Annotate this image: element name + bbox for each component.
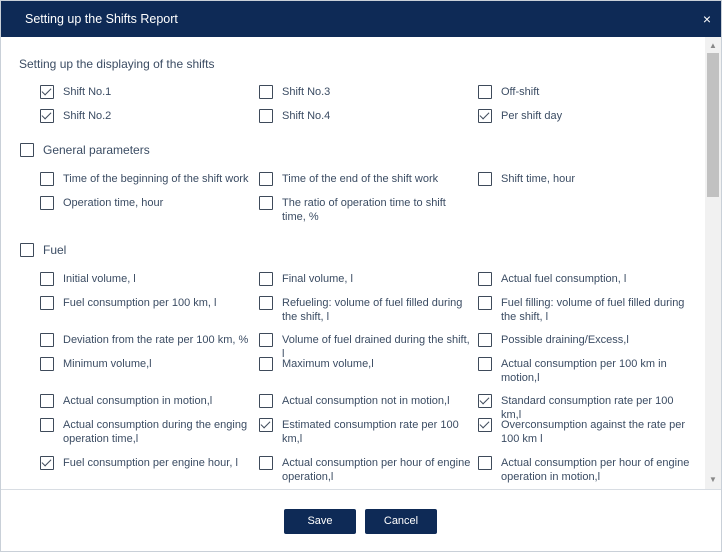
checkbox-box[interactable] <box>478 456 492 470</box>
checkbox-label: Initial volume, l <box>63 273 136 285</box>
checkbox-box[interactable] <box>40 272 54 286</box>
checkbox-shift-2[interactable] <box>40 109 252 123</box>
checkbox-box[interactable] <box>478 172 492 186</box>
checkbox-label: Operation time, hour <box>63 197 164 209</box>
checkbox-label: Refueling: volume of fuel filled during the shift, l <box>282 297 463 323</box>
checkbox-label: Shift No.1 <box>63 86 112 98</box>
checkbox-label: The ratio of operation time to shift time, % <box>282 197 446 223</box>
checkbox-box[interactable] <box>40 296 54 310</box>
checkbox-fuel-per-hour-operation[interactable] <box>259 456 471 484</box>
checkbox-box[interactable] <box>40 333 54 347</box>
checkbox-box[interactable] <box>478 296 492 310</box>
checkbox-fuel-possible-draining[interactable] <box>478 333 690 347</box>
checkbox-label: Actual fuel consumption, l <box>501 273 627 285</box>
checkbox-label: Standard consumption rate per 100 km,l <box>501 395 674 421</box>
vertical-scrollbar[interactable] <box>705 37 721 489</box>
checkbox-shift-time[interactable] <box>478 172 690 186</box>
checkbox-label: Minimum volume,l <box>63 358 152 370</box>
checkbox-label: Actual consumption per hour of engine operation in motion,l <box>501 457 690 483</box>
cancel-button[interactable]: Cancel <box>365 509 437 534</box>
checkbox-label: Fuel consumption per engine hour, l <box>63 457 238 469</box>
checkbox-shift-3[interactable] <box>259 85 471 99</box>
close-icon[interactable]: × <box>702 11 712 27</box>
checkbox-box[interactable] <box>259 296 273 310</box>
checkbox-label: Actual consumption not in motion,l <box>282 395 450 407</box>
checkbox-label: Actual consumption per hour of engine operation,l <box>282 457 471 483</box>
checkbox-label: Actual consumption in motion,l <box>63 395 213 407</box>
checkbox-fuel-per-100km[interactable] <box>40 296 252 310</box>
dialog-content <box>1 37 705 489</box>
dialog-titlebar <box>1 1 721 37</box>
checkbox-label: Actual consumption during the enging operation time,l <box>63 419 248 445</box>
dialog-title: Setting up the Shifts Report <box>25 12 178 26</box>
checkbox-box[interactable] <box>40 456 54 470</box>
checkbox-label: Shift time, hour <box>501 173 575 185</box>
checkbox-shift-work-begin[interactable] <box>40 172 252 186</box>
general-parameters-checkbox[interactable] <box>20 143 34 157</box>
fuel-title: Fuel <box>43 243 67 257</box>
checkbox-box[interactable] <box>478 109 492 123</box>
checkbox-fuel-filling[interactable] <box>478 296 690 324</box>
checkbox-label: Fuel consumption per 100 km, l <box>63 297 217 309</box>
checkbox-box[interactable] <box>478 333 492 347</box>
general-parameters-title: General parameters <box>43 143 150 157</box>
checkbox-fuel-actual-motion[interactable] <box>40 394 252 408</box>
checkbox-label: Overconsumption against the rate per 100 km l <box>501 419 686 445</box>
checkbox-off-shift[interactable] <box>478 85 690 99</box>
checkbox-fuel-actual-not-motion[interactable] <box>259 394 471 408</box>
checkbox-label: Possible draining/Excess,l <box>501 334 629 346</box>
checkbox-fuel-maximum-volume[interactable] <box>259 357 471 371</box>
checkbox-fuel-initial-volume[interactable] <box>40 272 252 286</box>
checkbox-box[interactable] <box>40 196 54 210</box>
checkbox-fuel-overconsumption[interactable] <box>478 418 690 446</box>
checkbox-label: Shift No.2 <box>63 110 112 122</box>
checkbox-label: Per shift day <box>501 110 563 122</box>
checkbox-box[interactable] <box>40 109 54 123</box>
checkbox-label: Time of the end of the shift work <box>282 173 439 185</box>
checkbox-label: Time of the beginning of the shift work <box>63 173 249 185</box>
shifts-section-title: Setting up the displaying of the shifts <box>19 57 215 71</box>
checkbox-box[interactable] <box>259 456 273 470</box>
checkbox-fuel-estimated-rate[interactable] <box>259 418 471 446</box>
checkbox-label: Actual consumption per 100 km in motion,l <box>501 358 667 384</box>
checkbox-shift-4[interactable] <box>259 109 471 123</box>
fuel-group[interactable] <box>20 243 66 257</box>
checkbox-fuel-engine-operation[interactable] <box>40 418 252 446</box>
checkbox-shift-1[interactable] <box>40 85 252 99</box>
checkbox-box[interactable] <box>259 196 273 210</box>
general-parameters-group[interactable] <box>20 143 150 157</box>
checkbox-box[interactable] <box>259 85 273 99</box>
checkbox-operation-time[interactable] <box>40 196 252 210</box>
checkbox-box[interactable] <box>40 172 54 186</box>
checkbox-box[interactable] <box>478 272 492 286</box>
checkbox-fuel-per-hour-operation-motion[interactable] <box>478 456 690 484</box>
checkbox-per-shift-day[interactable] <box>478 109 690 123</box>
checkbox-shift-work-end[interactable] <box>259 172 471 186</box>
checkbox-fuel-refueling[interactable] <box>259 296 471 324</box>
dialog-footer <box>1 489 721 551</box>
checkbox-box[interactable] <box>259 109 273 123</box>
checkbox-box[interactable] <box>40 85 54 99</box>
checkbox-box[interactable] <box>259 418 273 432</box>
checkbox-fuel-final-volume[interactable] <box>259 272 471 286</box>
checkbox-label: Shift No.3 <box>282 86 331 98</box>
scroll-up-icon[interactable]: ▲ <box>709 41 717 50</box>
save-button[interactable]: Save <box>284 509 356 534</box>
fuel-checkbox[interactable] <box>20 243 34 257</box>
checkbox-box[interactable] <box>478 85 492 99</box>
checkbox-label: Volume of fuel drained during the shift, l <box>282 334 470 360</box>
checkbox-fuel-minimum-volume[interactable] <box>40 357 252 371</box>
checkbox-label: Shift No.4 <box>282 110 331 122</box>
checkbox-fuel-deviation[interactable] <box>40 333 252 347</box>
scrollbar-thumb[interactable] <box>707 53 719 197</box>
checkbox-box[interactable] <box>478 418 492 432</box>
checkbox-label: Deviation from the rate per 100 km, % <box>63 334 249 346</box>
checkbox-box[interactable] <box>259 357 273 371</box>
checkbox-label: Maximum volume,l <box>282 358 374 370</box>
checkbox-box[interactable] <box>259 172 273 186</box>
checkbox-box[interactable] <box>40 394 54 408</box>
checkbox-label: Fuel filling: volume of fuel filled during the shift, l <box>501 297 685 323</box>
checkbox-box[interactable] <box>40 357 54 371</box>
checkbox-box[interactable] <box>40 418 54 432</box>
checkbox-fuel-actual-consumption[interactable] <box>478 272 690 286</box>
checkbox-label: Final volume, l <box>282 273 353 285</box>
checkbox-box[interactable] <box>259 394 273 408</box>
checkbox-box[interactable] <box>478 357 492 371</box>
checkbox-operation-ratio[interactable] <box>259 196 471 224</box>
checkbox-fuel-actual-100km-motion[interactable] <box>478 357 690 385</box>
checkbox-fuel-per-engine-hour[interactable] <box>40 456 252 470</box>
scroll-down-icon[interactable]: ▼ <box>709 475 717 484</box>
checkbox-box[interactable] <box>478 394 492 408</box>
checkbox-box[interactable] <box>259 333 273 347</box>
checkbox-box[interactable] <box>259 272 273 286</box>
checkbox-label: Off-shift <box>501 86 540 98</box>
checkbox-label: Estimated consumption rate per 100 km,l <box>282 419 459 445</box>
